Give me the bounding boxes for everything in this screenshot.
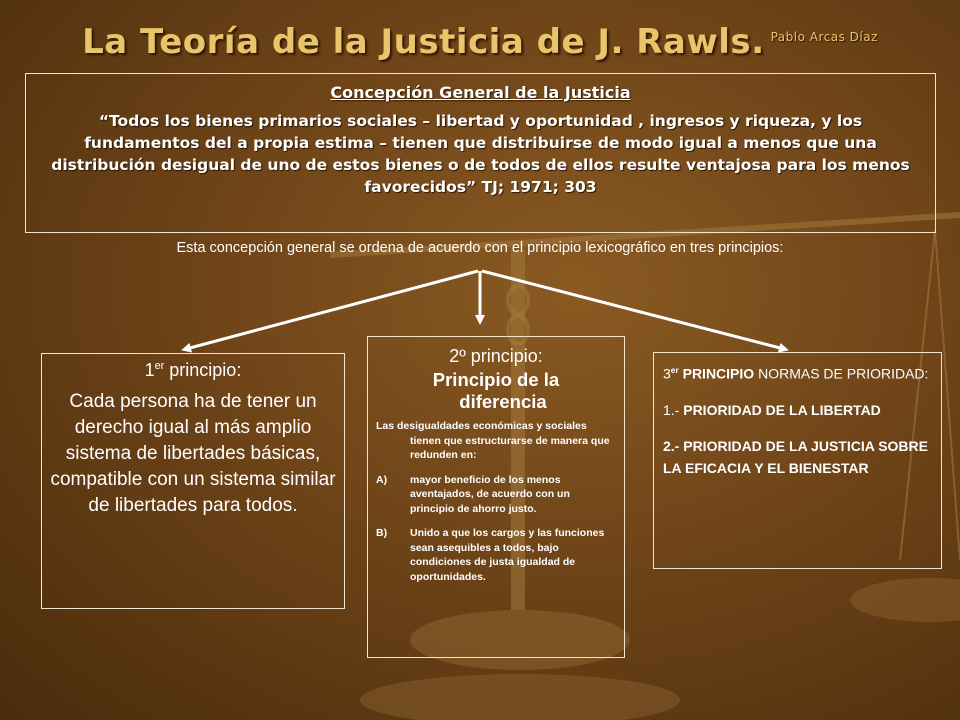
principle-1-number: 1 — [144, 360, 155, 380]
item-b-marker: B) — [376, 527, 388, 539]
principle-2-box — [367, 336, 625, 658]
principle-3-number: 3 — [663, 365, 671, 382]
item-2-text: 2.- PRIORIDAD DE LA JUSTICIA SOBRE LA EFICACIA Y EL BIENESTAR — [663, 437, 928, 476]
title-text: La Teoría de la Justicia de J. Rawls — [82, 22, 752, 62]
principle-2-item-a — [376, 473, 614, 517]
principle-3-label-bold: PRINCIPIO — [678, 365, 755, 382]
item-a-marker: A) — [376, 473, 388, 486]
principle-1-label — [42, 360, 344, 381]
item-a-text: mayor beneficio de los menos aventajados, de acuerdo con un principio de ahorro justo. — [410, 473, 570, 515]
principle-2-intro: Las desigualdades económicas y sociales tienen que estructurarse de manera que redunden en: — [376, 420, 610, 461]
principle-2-item-b — [376, 526, 614, 584]
principle-1-label-text: principio: — [164, 360, 242, 380]
title-dot: . — [751, 22, 765, 62]
intro-text: Esta concepción general se ordena de acuerdo con el principio lexicográfico en tres principios: — [176, 240, 784, 256]
principle-3-box — [653, 352, 942, 569]
principle-3-sup: er — [670, 365, 679, 375]
principle-3-item-1 — [663, 399, 931, 421]
author-name: Pablo Arcas Díaz — [770, 30, 878, 44]
item-1-text: PRIORIDAD DE LA LIBERTAD — [683, 401, 881, 418]
principle-2-name-line-2: diferencia — [459, 391, 547, 412]
item-b-text: Unido a que los cargos y las funciones sean asequibles a todos, bajo condiciones de justa igualdad de oportunidades. — [410, 527, 605, 583]
general-conception-heading: Concepción General de la Justicia — [330, 83, 631, 102]
principle-3-label-rest: NORMAS DE PRIORIDAD: — [754, 365, 929, 382]
principle-2-details — [376, 419, 614, 584]
principle-2-name-line-1: Principio de la — [432, 369, 560, 390]
principle-2-label: 2º principio: — [449, 346, 543, 366]
general-conception-quote: “Todos los bienes primarios sociales – libertad y oportunidad , ingresos y riqueza, y los fundamentos del a propia estima – tienen que distribuirse de modo igual a menos que una distribución desigual de uno de estos bienes o de todos de ellos resulte ventajosa para los menos favorecidos” TJ; 1971; 303 — [51, 112, 910, 196]
principle-3-label — [663, 359, 931, 385]
principle-1-box — [41, 353, 345, 609]
principle-1-sup: er — [154, 360, 165, 372]
principle-1-body: Cada persona ha de tener un derecho igual al más amplio sistema de libertades básicas, compatible con un sistema similar de libertades para todos. — [50, 391, 336, 516]
item-1-prefix: 1.- — [663, 401, 684, 418]
principle-3-item-2 — [663, 435, 931, 479]
